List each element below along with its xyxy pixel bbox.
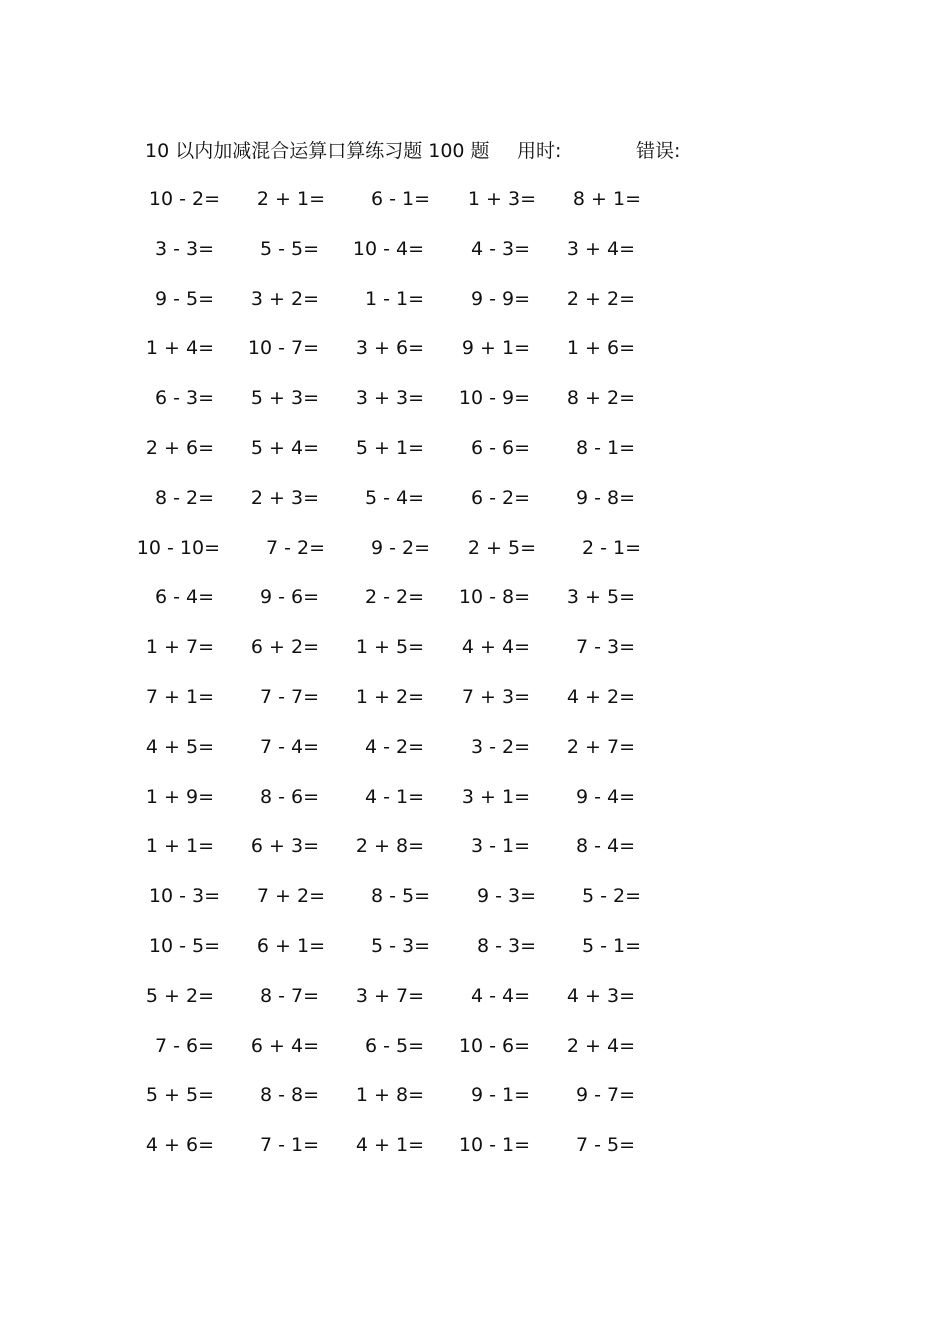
math-problem: 8 + 1= bbox=[572, 188, 641, 210]
math-problem: 10 - 1= bbox=[458, 1134, 530, 1157]
math-problem: 2 + 8= bbox=[355, 835, 424, 858]
math-problem: 6 - 1= bbox=[370, 188, 430, 210]
problem-row bbox=[0, 981, 950, 1031]
math-problem: 9 - 3= bbox=[476, 885, 536, 908]
math-problem: 3 + 2= bbox=[250, 287, 319, 310]
math-problem: 1 + 2= bbox=[355, 685, 424, 708]
math-problem: 6 + 1= bbox=[256, 934, 325, 957]
math-problem: 3 - 2= bbox=[470, 735, 530, 758]
math-problem: 4 + 1= bbox=[355, 1134, 424, 1157]
problem-row bbox=[0, 1130, 950, 1180]
math-problem: 2 + 5= bbox=[467, 536, 536, 559]
math-problem: 8 - 5= bbox=[370, 885, 430, 908]
math-problem: 9 + 1= bbox=[461, 337, 530, 360]
problem-row bbox=[0, 433, 950, 483]
math-problem: 5 + 4= bbox=[250, 436, 319, 459]
math-problem: 7 - 4= bbox=[259, 735, 319, 758]
math-problem: 2 + 7= bbox=[566, 735, 635, 758]
math-problem: 6 + 4= bbox=[250, 1034, 319, 1057]
math-problem: 5 + 2= bbox=[145, 984, 214, 1007]
math-problem: 4 + 2= bbox=[566, 685, 635, 708]
math-problem: 10 - 9= bbox=[458, 387, 530, 410]
math-problem: 2 + 2= bbox=[566, 287, 635, 310]
math-problem: 6 - 4= bbox=[154, 586, 214, 609]
math-problem: 1 + 9= bbox=[145, 785, 214, 808]
math-problem: 4 + 3= bbox=[566, 984, 635, 1007]
math-problem: 8 - 8= bbox=[259, 1084, 319, 1107]
math-problem: 10 - 6= bbox=[458, 1034, 530, 1057]
math-problem: 7 - 2= bbox=[265, 536, 325, 559]
problem-row bbox=[0, 682, 950, 732]
math-problem: 9 - 9= bbox=[470, 287, 530, 310]
math-problem: 10 - 2= bbox=[148, 188, 220, 210]
math-problem: 6 + 3= bbox=[250, 835, 319, 858]
math-problem: 4 + 6= bbox=[145, 1134, 214, 1157]
math-problem: 9 - 8= bbox=[575, 486, 635, 509]
problem-row bbox=[0, 931, 950, 981]
worksheet-title: 10 以内加减混合运算口算练习题 100 题 bbox=[145, 140, 490, 162]
math-problem: 2 + 6= bbox=[145, 436, 214, 459]
math-problem: 8 - 2= bbox=[154, 486, 214, 509]
math-problem: 4 - 1= bbox=[364, 785, 424, 808]
math-problem: 1 + 4= bbox=[145, 337, 214, 360]
errors-label: 错误: bbox=[636, 140, 681, 162]
math-problem: 9 - 7= bbox=[575, 1084, 635, 1107]
math-problem: 1 - 1= bbox=[364, 287, 424, 310]
math-problem: 1 + 7= bbox=[145, 636, 214, 659]
math-problem: 9 - 5= bbox=[154, 287, 214, 310]
math-problem: 3 - 3= bbox=[154, 237, 214, 260]
math-problem: 8 - 4= bbox=[575, 835, 635, 858]
math-problem: 7 - 3= bbox=[575, 636, 635, 659]
math-problem: 3 + 7= bbox=[355, 984, 424, 1007]
math-problem: 7 - 1= bbox=[259, 1134, 319, 1157]
math-problem: 1 + 6= bbox=[566, 337, 635, 360]
math-problem: 5 - 4= bbox=[364, 486, 424, 509]
problem-row bbox=[0, 1031, 950, 1081]
math-problem: 5 - 3= bbox=[370, 934, 430, 957]
problem-row bbox=[0, 533, 950, 583]
math-problem: 4 + 5= bbox=[145, 735, 214, 758]
math-problem: 7 - 6= bbox=[154, 1034, 214, 1057]
math-problem: 1 + 1= bbox=[145, 835, 214, 858]
math-problem: 1 + 8= bbox=[355, 1084, 424, 1107]
math-problem: 6 - 3= bbox=[154, 387, 214, 410]
math-problem: 1 + 3= bbox=[467, 188, 536, 210]
math-problem: 8 - 3= bbox=[476, 934, 536, 957]
math-problem: 7 + 1= bbox=[145, 685, 214, 708]
math-problem: 7 - 7= bbox=[259, 685, 319, 708]
problem-row bbox=[0, 782, 950, 832]
math-problem: 6 - 5= bbox=[364, 1034, 424, 1057]
math-problem: 4 - 2= bbox=[364, 735, 424, 758]
math-problem: 9 - 6= bbox=[259, 586, 319, 609]
math-problem: 5 + 3= bbox=[250, 387, 319, 410]
math-problem: 10 - 7= bbox=[247, 337, 319, 360]
math-problem: 5 - 1= bbox=[581, 934, 641, 957]
math-problem: 3 + 5= bbox=[566, 586, 635, 609]
math-problem: 7 + 3= bbox=[461, 685, 530, 708]
math-problem: 6 + 2= bbox=[250, 636, 319, 659]
problem-row bbox=[0, 234, 950, 284]
math-problem: 3 - 1= bbox=[470, 835, 530, 858]
math-problem: 2 - 1= bbox=[581, 536, 641, 559]
math-problem: 3 + 1= bbox=[461, 785, 530, 808]
problem-row bbox=[0, 1080, 950, 1130]
problem-row bbox=[0, 582, 950, 632]
math-problem: 7 + 2= bbox=[256, 885, 325, 908]
problem-row bbox=[0, 483, 950, 533]
math-problem: 4 - 4= bbox=[470, 984, 530, 1007]
math-problem: 3 + 4= bbox=[566, 237, 635, 260]
math-problem: 5 + 5= bbox=[145, 1084, 214, 1107]
math-problem: 2 + 1= bbox=[256, 188, 325, 210]
math-problem: 5 - 2= bbox=[581, 885, 641, 908]
math-problem: 9 - 4= bbox=[575, 785, 635, 808]
problem-row bbox=[0, 831, 950, 881]
math-problem: 4 + 4= bbox=[461, 636, 530, 659]
math-problem: 6 - 2= bbox=[470, 486, 530, 509]
math-problem: 2 + 3= bbox=[250, 486, 319, 509]
math-problem: 10 - 3= bbox=[148, 885, 220, 908]
math-problem: 8 - 1= bbox=[575, 436, 635, 459]
problem-row bbox=[0, 184, 950, 234]
problem-row bbox=[0, 383, 950, 433]
math-problem: 10 - 8= bbox=[458, 586, 530, 609]
math-problem: 1 + 5= bbox=[355, 636, 424, 659]
time-used-label: 用时: bbox=[517, 140, 562, 162]
problem-row bbox=[0, 284, 950, 334]
math-problem: 10 - 4= bbox=[352, 237, 424, 260]
problem-row bbox=[0, 632, 950, 682]
math-problem: 8 + 2= bbox=[566, 387, 635, 410]
math-problem: 3 + 3= bbox=[355, 387, 424, 410]
math-problem: 5 - 5= bbox=[259, 237, 319, 260]
problem-row bbox=[0, 333, 950, 383]
math-problem: 2 - 2= bbox=[364, 586, 424, 609]
math-problem: 10 - 5= bbox=[148, 934, 220, 957]
math-problem: 9 - 1= bbox=[470, 1084, 530, 1107]
problem-grid bbox=[0, 184, 950, 1180]
math-problem: 6 - 6= bbox=[470, 436, 530, 459]
math-problem: 3 + 6= bbox=[355, 337, 424, 360]
math-problem: 10 - 10= bbox=[136, 536, 220, 559]
math-problem: 8 - 7= bbox=[259, 984, 319, 1007]
problem-row bbox=[0, 732, 950, 782]
problem-row bbox=[0, 881, 950, 931]
math-problem: 9 - 2= bbox=[370, 536, 430, 559]
math-problem: 8 - 6= bbox=[259, 785, 319, 808]
math-problem: 7 - 5= bbox=[575, 1134, 635, 1157]
math-problem: 2 + 4= bbox=[566, 1034, 635, 1057]
math-problem: 5 + 1= bbox=[355, 436, 424, 459]
math-problem: 4 - 3= bbox=[470, 237, 530, 260]
